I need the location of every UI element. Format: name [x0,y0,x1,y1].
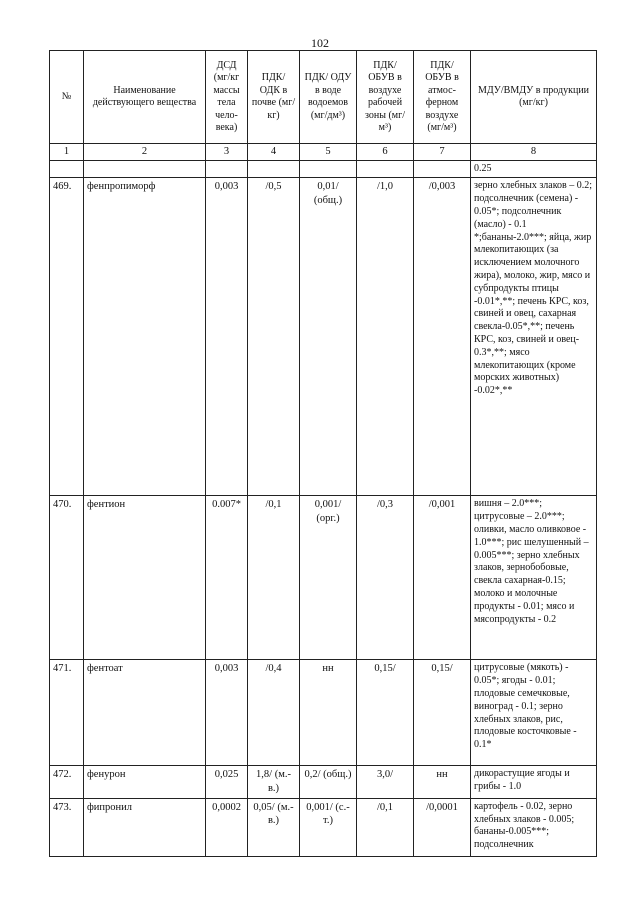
pdk-work-zone-value: 3,0/ [357,766,414,798]
table-row [50,766,597,798]
row-number: 473. [50,798,84,856]
continuation-value: 0.25 [471,160,597,178]
header-row [50,51,597,144]
dsd-value: 0.007* [206,496,248,660]
header-mdu: МДУ/ВМДУ в продукции (мг/кг) [471,51,597,144]
column-index: 4 [248,144,300,161]
substance-name: фипронил [84,798,206,856]
pdk-water-value: 0,01/ (общ.) [300,178,357,496]
header-pdk-soil: ПДК/ ОДК в почве (мг/кг) [248,51,300,144]
dsd-value: 0,003 [206,660,248,766]
column-index: 3 [206,144,248,161]
dsd-value: 0,0002 [206,798,248,856]
residue-limits-table [49,50,597,857]
pdk-soil-value: /0,5 [248,178,300,496]
header-name: Наименование действующего вещества [84,51,206,144]
substance-name: фентоат [84,660,206,766]
pdk-atmosphere-value: 0,15/ [414,660,471,766]
row-number: 470. [50,496,84,660]
row-number: 469. [50,178,84,496]
column-index: 1 [50,144,84,161]
column-index: 6 [357,144,414,161]
header-pdk-water: ПДК/ ОДУ в воде водоемов (мг/дм³) [300,51,357,144]
mdu-value: дикорастущие ягоды и грибы - 1.0 [471,766,597,798]
mdu-value: зерно хлебных злаков – 0.2; подсолнечник (семена) - 0.05*; подсолнечник (масло) - 0.1 *;бананы-2.0***; яйца, жир млекопитающих (за исключением молочного жира), молоко, жир, мясо и субпродукты птицы -0.01*,**; печень КРС, коз, свиней и овец, сахарная свекла-0.05*,**; печень КРС, коз, свиней и овец- 0.3*,**; мясо млекопитающих (кроме морских животных) -0.02*,** [471,178,597,496]
column-index: 5 [300,144,357,161]
mdu-value: вишня – 2.0***; цитрусовые – 2.0***; оливки, масло оливковое - 1.0***; рис шелушенный – 0.005***; зерно хлебных злаков, зернобобовые, свекла сахарная-0.15; молоко и молочные продукты - 0.01; мясо и мясопродукты - 0.2 [471,496,597,660]
pdk-atmosphere-value: /0,003 [414,178,471,496]
pdk-atmosphere-value: /0,001 [414,496,471,660]
pdk-work-zone-value: /0,3 [357,496,414,660]
dsd-value: 0,025 [206,766,248,798]
column-index-row [50,144,597,161]
pdk-soil-value: 0,05/ (м.-в.) [248,798,300,856]
mdu-value: цитрусовые (мякоть) - 0.05*; ягоды - 0.01; плодовые семечковые, виноград - 0.1; зерно хлебных злаков, рис, плодовые косточковые - 0.1* [471,660,597,766]
pdk-water-value: 0,001/ (орг.) [300,496,357,660]
table-row [50,660,597,766]
table-row [50,178,597,496]
table-row [50,496,597,660]
pdk-work-zone-value: /0,1 [357,798,414,856]
dsd-value: 0,003 [206,178,248,496]
row-number: 472. [50,766,84,798]
pdk-water-value: 0,001/ (с.-т.) [300,798,357,856]
header-pdk-atmosphere: ПДК/ ОБУВ в атмос-ферном воздухе (мг/м³) [414,51,471,144]
pdk-soil-value: /0,4 [248,660,300,766]
column-index: 2 [84,144,206,161]
substance-name: фенурон [84,766,206,798]
pdk-atmosphere-value: нн [414,766,471,798]
header-dsd: ДСД (мг/кг массы тела чело-века) [206,51,248,144]
pdk-work-zone-value: /1,0 [357,178,414,496]
header-num: № [50,51,84,144]
header-pdk-work-zone: ПДК/ ОБУВ в воздухе рабочей зоны (мг/м³) [357,51,414,144]
pdk-soil-value: 1,8/ (м.-в.) [248,766,300,798]
substance-name: фентион [84,496,206,660]
column-index: 8 [471,144,597,161]
continuation-row [50,160,597,178]
pdk-soil-value: /0,1 [248,496,300,660]
pdk-work-zone-value: 0,15/ [357,660,414,766]
table-row [50,798,597,856]
mdu-value: картофель - 0.02, зерно хлебных злаков - 0.005; бананы-0.005***; подсолнечник [471,798,597,856]
substance-name: фенпропиморф [84,178,206,496]
row-number: 471. [50,660,84,766]
column-index: 7 [414,144,471,161]
pdk-atmosphere-value: /0,0001 [414,798,471,856]
page-number: 102 [311,36,329,50]
pdk-water-value: 0,2/ (общ.) [300,766,357,798]
pdk-water-value: нн [300,660,357,766]
